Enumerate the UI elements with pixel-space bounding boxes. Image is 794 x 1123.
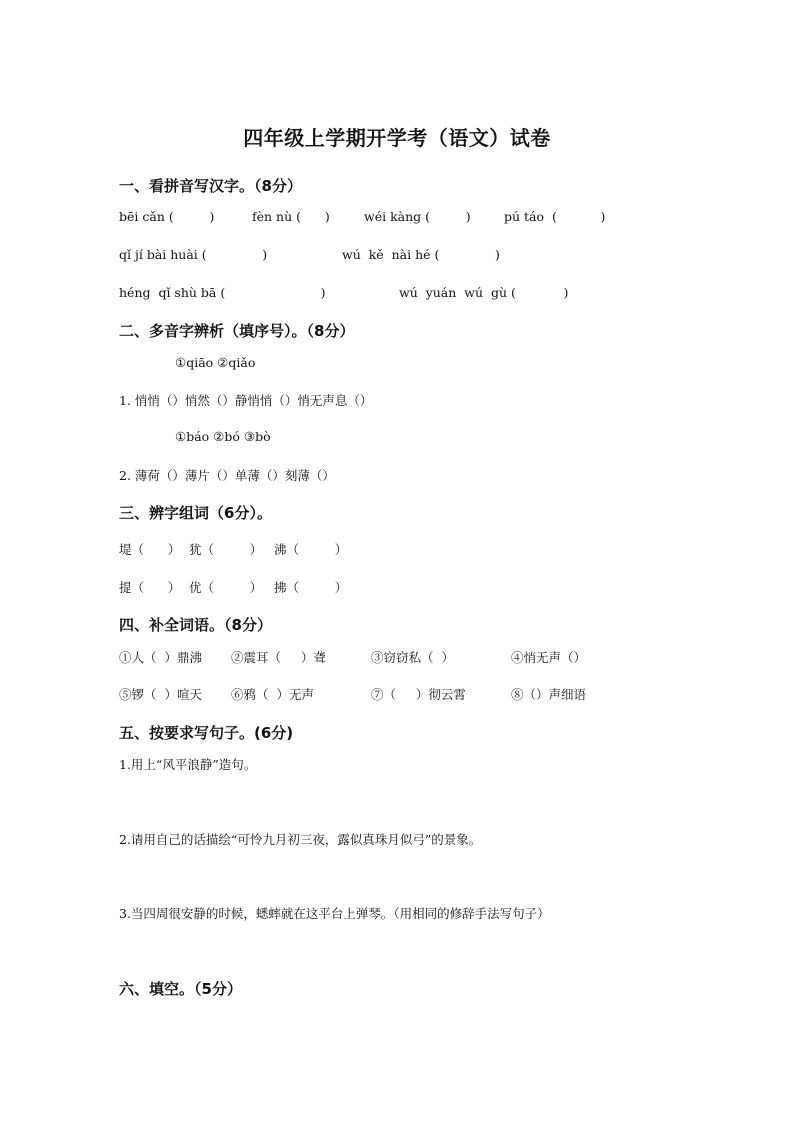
sentence-question-1: 1.用上“风平浪静”造句。 <box>119 757 257 772</box>
page-title: 四年级上学期开学考（语文）试卷 <box>243 126 551 150</box>
pinyin-item: fèn nù ( ) <box>252 209 330 224</box>
pinyin-item: wú kě nài hé ( ) <box>342 247 500 262</box>
idiom-item: ③窃窃私（ ） <box>371 650 454 665</box>
section-1-heading: 一、看拼音写汉字。（8分） <box>119 177 302 195</box>
idiom-item: ④悄无声（） <box>511 650 587 665</box>
pinyin-item: wéi kàng ( ) <box>364 209 471 224</box>
pinyin-item: qǐ jí bài huài ( ) <box>119 247 268 262</box>
word-item: 堤（ ） <box>119 542 181 557</box>
pinyin-item: wú yuán wú gù ( ) <box>399 285 569 300</box>
idiom-item: ⑦（ ）彻云霄 <box>371 687 466 702</box>
pinyin-item: héng qǐ shù bā ( ) <box>119 285 326 300</box>
pinyin-item: bēi cǎn ( ) <box>119 209 215 224</box>
pinyin-item: pú táo ( ) <box>504 209 606 224</box>
word-item: 拂（ ） <box>274 580 348 595</box>
idiom-item: ⑧（）声细语 <box>511 687 587 702</box>
word-item: 犹（ ） <box>189 542 263 557</box>
idiom-item: ②震耳（ ）聋 <box>231 650 326 665</box>
idiom-item: ⑤锣（ ）喧天 <box>119 687 202 702</box>
polyphone-question-2: 2. 薄荷（）薄片（）单薄（）刻薄（） <box>119 468 335 483</box>
section-6-heading: 六、填空。（5分） <box>119 980 242 998</box>
idiom-item: ①人（ ）鼎沸 <box>119 650 202 665</box>
sentence-question-3: 3.当四周很安静的时候，蟋蟀就在这平台上弹琴。（用相同的修辞手法写句子） <box>119 906 550 921</box>
word-item: 优（ ） <box>189 580 263 595</box>
idiom-item: ⑥鸦（ ）无声 <box>231 687 314 702</box>
section-3-heading: 三、辨字组词（6分）。 <box>119 504 272 522</box>
word-item: 沸（ ） <box>274 542 348 557</box>
section-4-heading: 四、补全词语。（8分） <box>119 616 272 634</box>
polyphone-options-1: ①qiāo ②qiǎo <box>175 355 256 370</box>
sentence-question-2: 2.请用自己的话描绘“可怜九月初三夜，露似真珠月似弓”的景象。 <box>119 832 482 847</box>
section-5-heading: 五、按要求写句子。(6分) <box>119 724 294 742</box>
word-item: 提（ ） <box>119 580 181 595</box>
polyphone-question-1: 1. 悄悄（）悄然（）静悄悄（）悄无声息（） <box>119 393 373 408</box>
section-2-heading: 二、多音字辨析（填序号）。（8分） <box>119 322 355 340</box>
polyphone-options-2: ①báo ②bó ③bò <box>175 429 271 444</box>
